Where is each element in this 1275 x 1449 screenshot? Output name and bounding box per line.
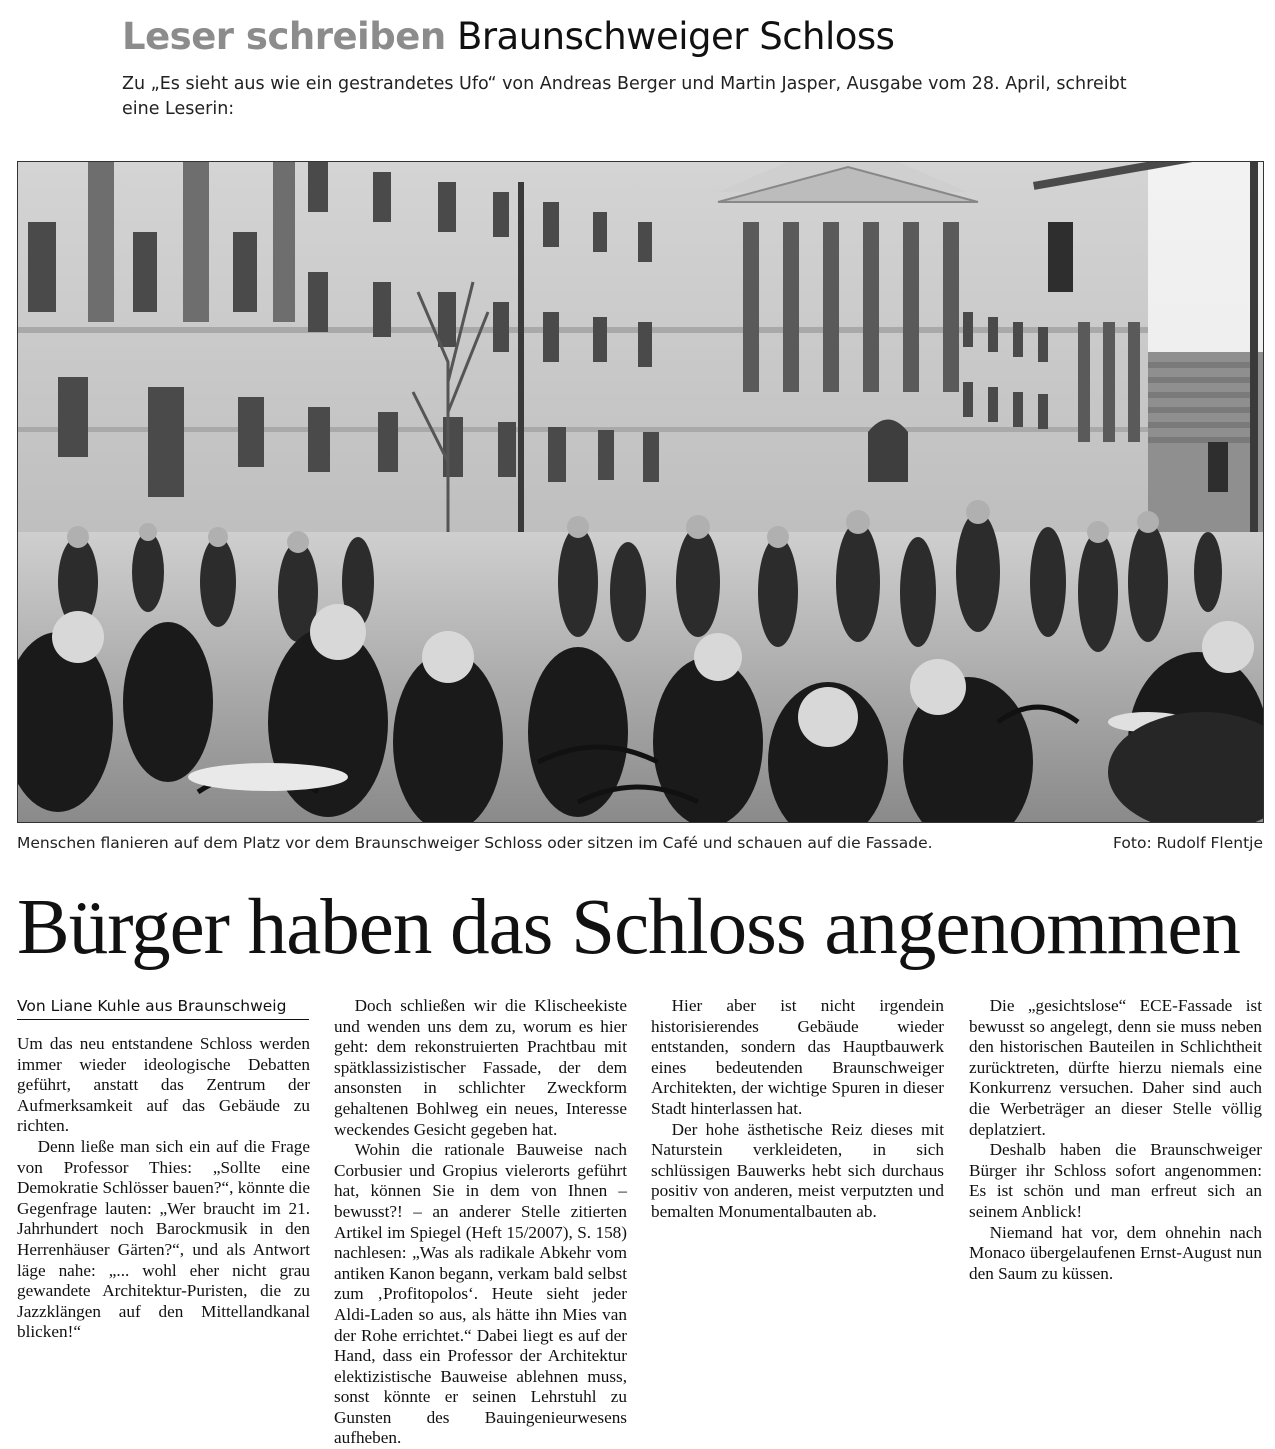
- paragraph: Niemand hat vor, dem ohnehin nach Monaco übergelaufenen Ernst-August nun den Saum zu küssen.: [969, 1222, 1262, 1283]
- photo-caption: Menschen flanieren auf dem Platz vor dem Braunschweiger Schloss oder sitzen im Café und schauen auf die Fassade.: [17, 834, 933, 852]
- article-column-4: [969, 996, 1262, 1284]
- paragraph: Denn ließe man sich ein auf die Frage von Professor Thies: „Sollte eine Demokratie Schlösser bauen?“, könnte die Gegenfrage lauten: „Wer braucht im 21. Jahrhundert noch Barockmusik in den Herrenhäuser Gärten?“, und als Antwort läge nahe: „... wohl eher nicht grau gewandete Architektur-Puristen, die zu Jazzklängen auf den Mittellandkanal blicken!“: [17, 1136, 310, 1342]
- article-column-2: [334, 996, 627, 1449]
- article-column-1: [17, 1034, 310, 1343]
- photo-credit: Foto: Rudolf Flentje: [1113, 834, 1263, 852]
- paragraph: Deshalb haben die Braunschweiger Bürger ihr Schloss sofort angenommen: Es ist schön und man erfreut sich an seinem Anblick!: [969, 1140, 1262, 1221]
- article-photo: [17, 161, 1264, 823]
- kicker-topic: Braunschweiger Schloss: [456, 15, 895, 58]
- paragraph: Wohin die rationale Bauweise nach Corbusier und Gropius vielerorts geführt hat, können Sie in dem von Ihnen – bewusst?! – an anderer Stelle zitierten Artikel im Spiegel (Heft 15/2007), S. 158) nachlesen: „Was als radikale Abkehr vom antiken Kanon begann, verkam bald selbst zum ‚Profitopolos‘. Heute sieht jeder Aldi-Laden so aus, als hätte ihn Mies van der Rohe errichtet.“ Dabei liegt es auf der Hand, dass ein Professor der Architektur elektizistische Bauweise ablehnen muss, sonst könnte er seinen Lehrstuhl zu Gunsten des Bauingenieurwesens aufheben.: [334, 1140, 627, 1448]
- article-column-3: [651, 996, 944, 1223]
- photo-illustration: [18, 162, 1263, 822]
- intro-text: Zu „Es sieht aus wie ein gestrandetes Ufo“ von Andreas Berger und Martin Jasper, Ausgabe vom 28. April, schreibt eine Leserin:: [122, 74, 1127, 119]
- headline: Bürger haben das Schloss angenommen: [17, 884, 1240, 971]
- paragraph: Doch schließen wir die Klischeekiste und wenden uns dem zu, worum es hier geht: dem rekonstruierten Prachtbau mit spätklassizistischer Fassade, der dem ansonsten in schlichter Zweckform gehaltenen Bohlweg ein neues, Interesse weckendes Gesicht gegeben hat.: [334, 996, 627, 1139]
- paragraph: Die „gesichtslose“ ECE-Fassade ist bewusst so angelegt, denn sie muss neben den historischen Bauteilen in Schlichtheit zurücktreten, dürfte hierzu niemals eine Konkurrenz versuchen. Daher sind auch die Werbeträger an dieser Stelle völlig deplatziert.: [969, 996, 1262, 1139]
- paragraph: Um das neu entstandene Schloss werden immer wieder ideologische Debatten geführt, anstatt das Zentrum der Aufmerksamkeit auf das Gebäude zu richten.: [17, 1034, 310, 1136]
- kicker: [122, 14, 894, 60]
- byline: Von Liane Kuhle aus Braunschweig: [17, 996, 309, 1020]
- kicker-category: Leser schreiben: [122, 15, 446, 58]
- paragraph: Hier aber ist nicht irgendein historisierendes Gebäude wieder entstanden, sondern das Hauptbauwerk eines bedeutenden Braunschweiger Architekten, der wichtige Spuren in dieser Stadt hinterlassen hat.: [651, 996, 944, 1118]
- paragraph: Der hohe ästhetische Reiz dieses mit Naturstein verkleideten, in sich schlüssigen Bauwerks hebt sich durchaus positiv von anderen, meist verputzten und bemalten Monumentalbauten ab.: [651, 1119, 944, 1221]
